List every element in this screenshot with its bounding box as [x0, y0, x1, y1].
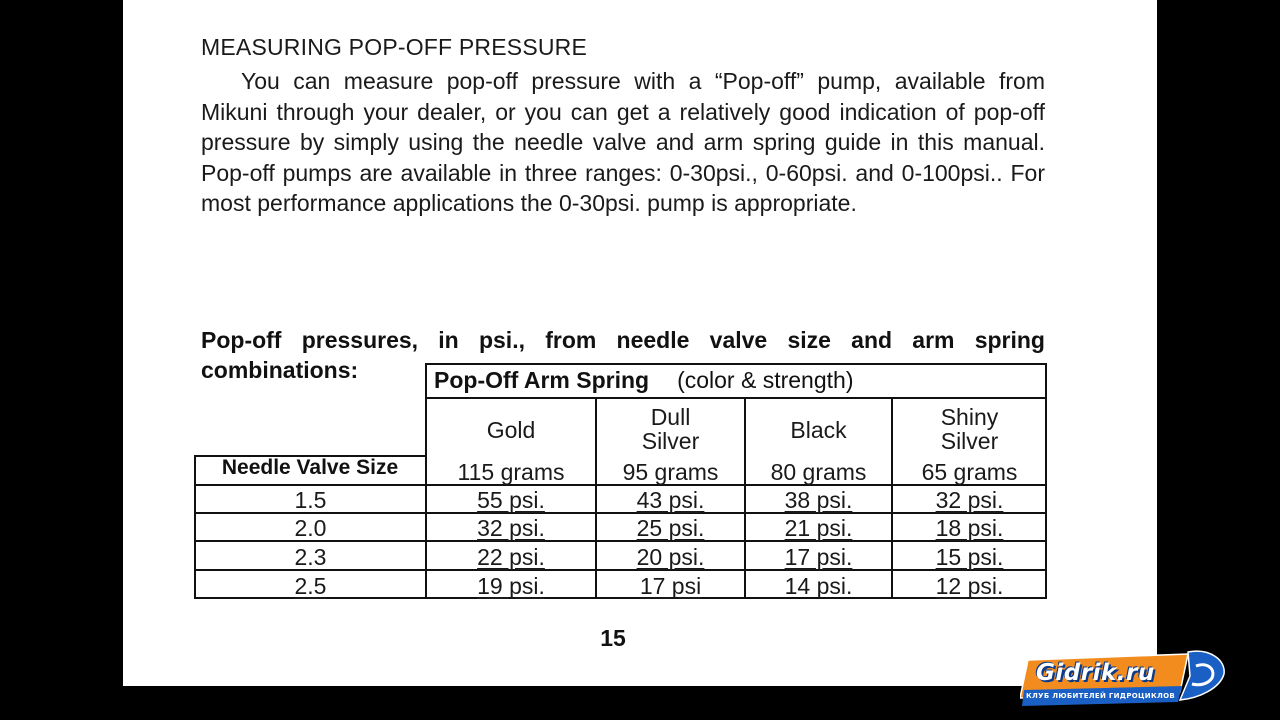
column-header-shiny-silver: Shiny Silver [940, 404, 999, 454]
psi-cell: 22 psi. [477, 544, 545, 570]
needle-size-cell: 2.0 [294, 515, 327, 541]
strength-cell: 80 grams [770, 459, 867, 485]
psi-cell: 14 psi. [784, 573, 853, 599]
psi-cell: 25 psi. [636, 515, 705, 541]
column-header-gold: Gold [486, 417, 536, 443]
needle-valve-header: Needle Valve Size [221, 456, 399, 479]
manual-page [123, 0, 1157, 686]
column-header-black: Black [790, 417, 847, 443]
psi-cell: 32 psi. [477, 515, 545, 541]
psi-cell: 17 psi [639, 573, 702, 599]
table-caption: Pop-off pressures, in psi., from needle valve size and arm spring combinations: [201, 327, 1045, 383]
psi-cell: 38 psi. [784, 487, 853, 513]
page-number: 15 [600, 625, 626, 651]
strength-cell: 95 grams [622, 459, 719, 485]
psi-cell: 12 psi. [935, 573, 1004, 599]
strength-cell: 65 grams [921, 459, 1018, 485]
logo-text: Gidrik.ru [1036, 660, 1155, 686]
psi-cell: 21 psi. [784, 515, 853, 541]
psi-cell: 43 psi. [636, 487, 705, 513]
spring-group-title: Pop-Off Arm Spring (color & strength) [434, 367, 854, 393]
psi-cell: 20 psi. [636, 544, 705, 570]
psi-cell: 17 psi. [784, 544, 853, 570]
psi-cell: 32 psi. [935, 487, 1004, 513]
psi-cell: 55 psi. [477, 487, 545, 513]
needle-size-cell: 2.3 [294, 544, 327, 570]
needle-size-cell: 2.5 [294, 573, 327, 599]
intro-paragraph: You can measure pop-off pressure with a “Pop-off” pump, available from Mikuni through your dealer, or you can get a relatively good indication of pop-off pressure by simply using the needle valve and arm spring guide in this manual. Pop-off pumps are available in three ranges: 0-30psi., 0-60psi. and 0-100psi.. For most performance applications the 0-30psi. pump is appropriate. [201, 68, 1045, 217]
psi-cell: 19 psi. [477, 573, 545, 599]
psi-cell: 15 psi. [935, 544, 1004, 570]
column-header-dull-silver: Dull Silver [641, 404, 700, 454]
strength-cell: 115 grams [457, 459, 565, 485]
psi-cell: 18 psi. [935, 515, 1004, 541]
needle-size-cell: 1.5 [294, 487, 327, 513]
section-heading: MEASURING POP-OFF PRESSURE [201, 34, 588, 60]
logo-subtitle: КЛУБ ЛЮБИТЕЛЕЙ ГИДРОЦИКЛОВ [1026, 692, 1175, 700]
